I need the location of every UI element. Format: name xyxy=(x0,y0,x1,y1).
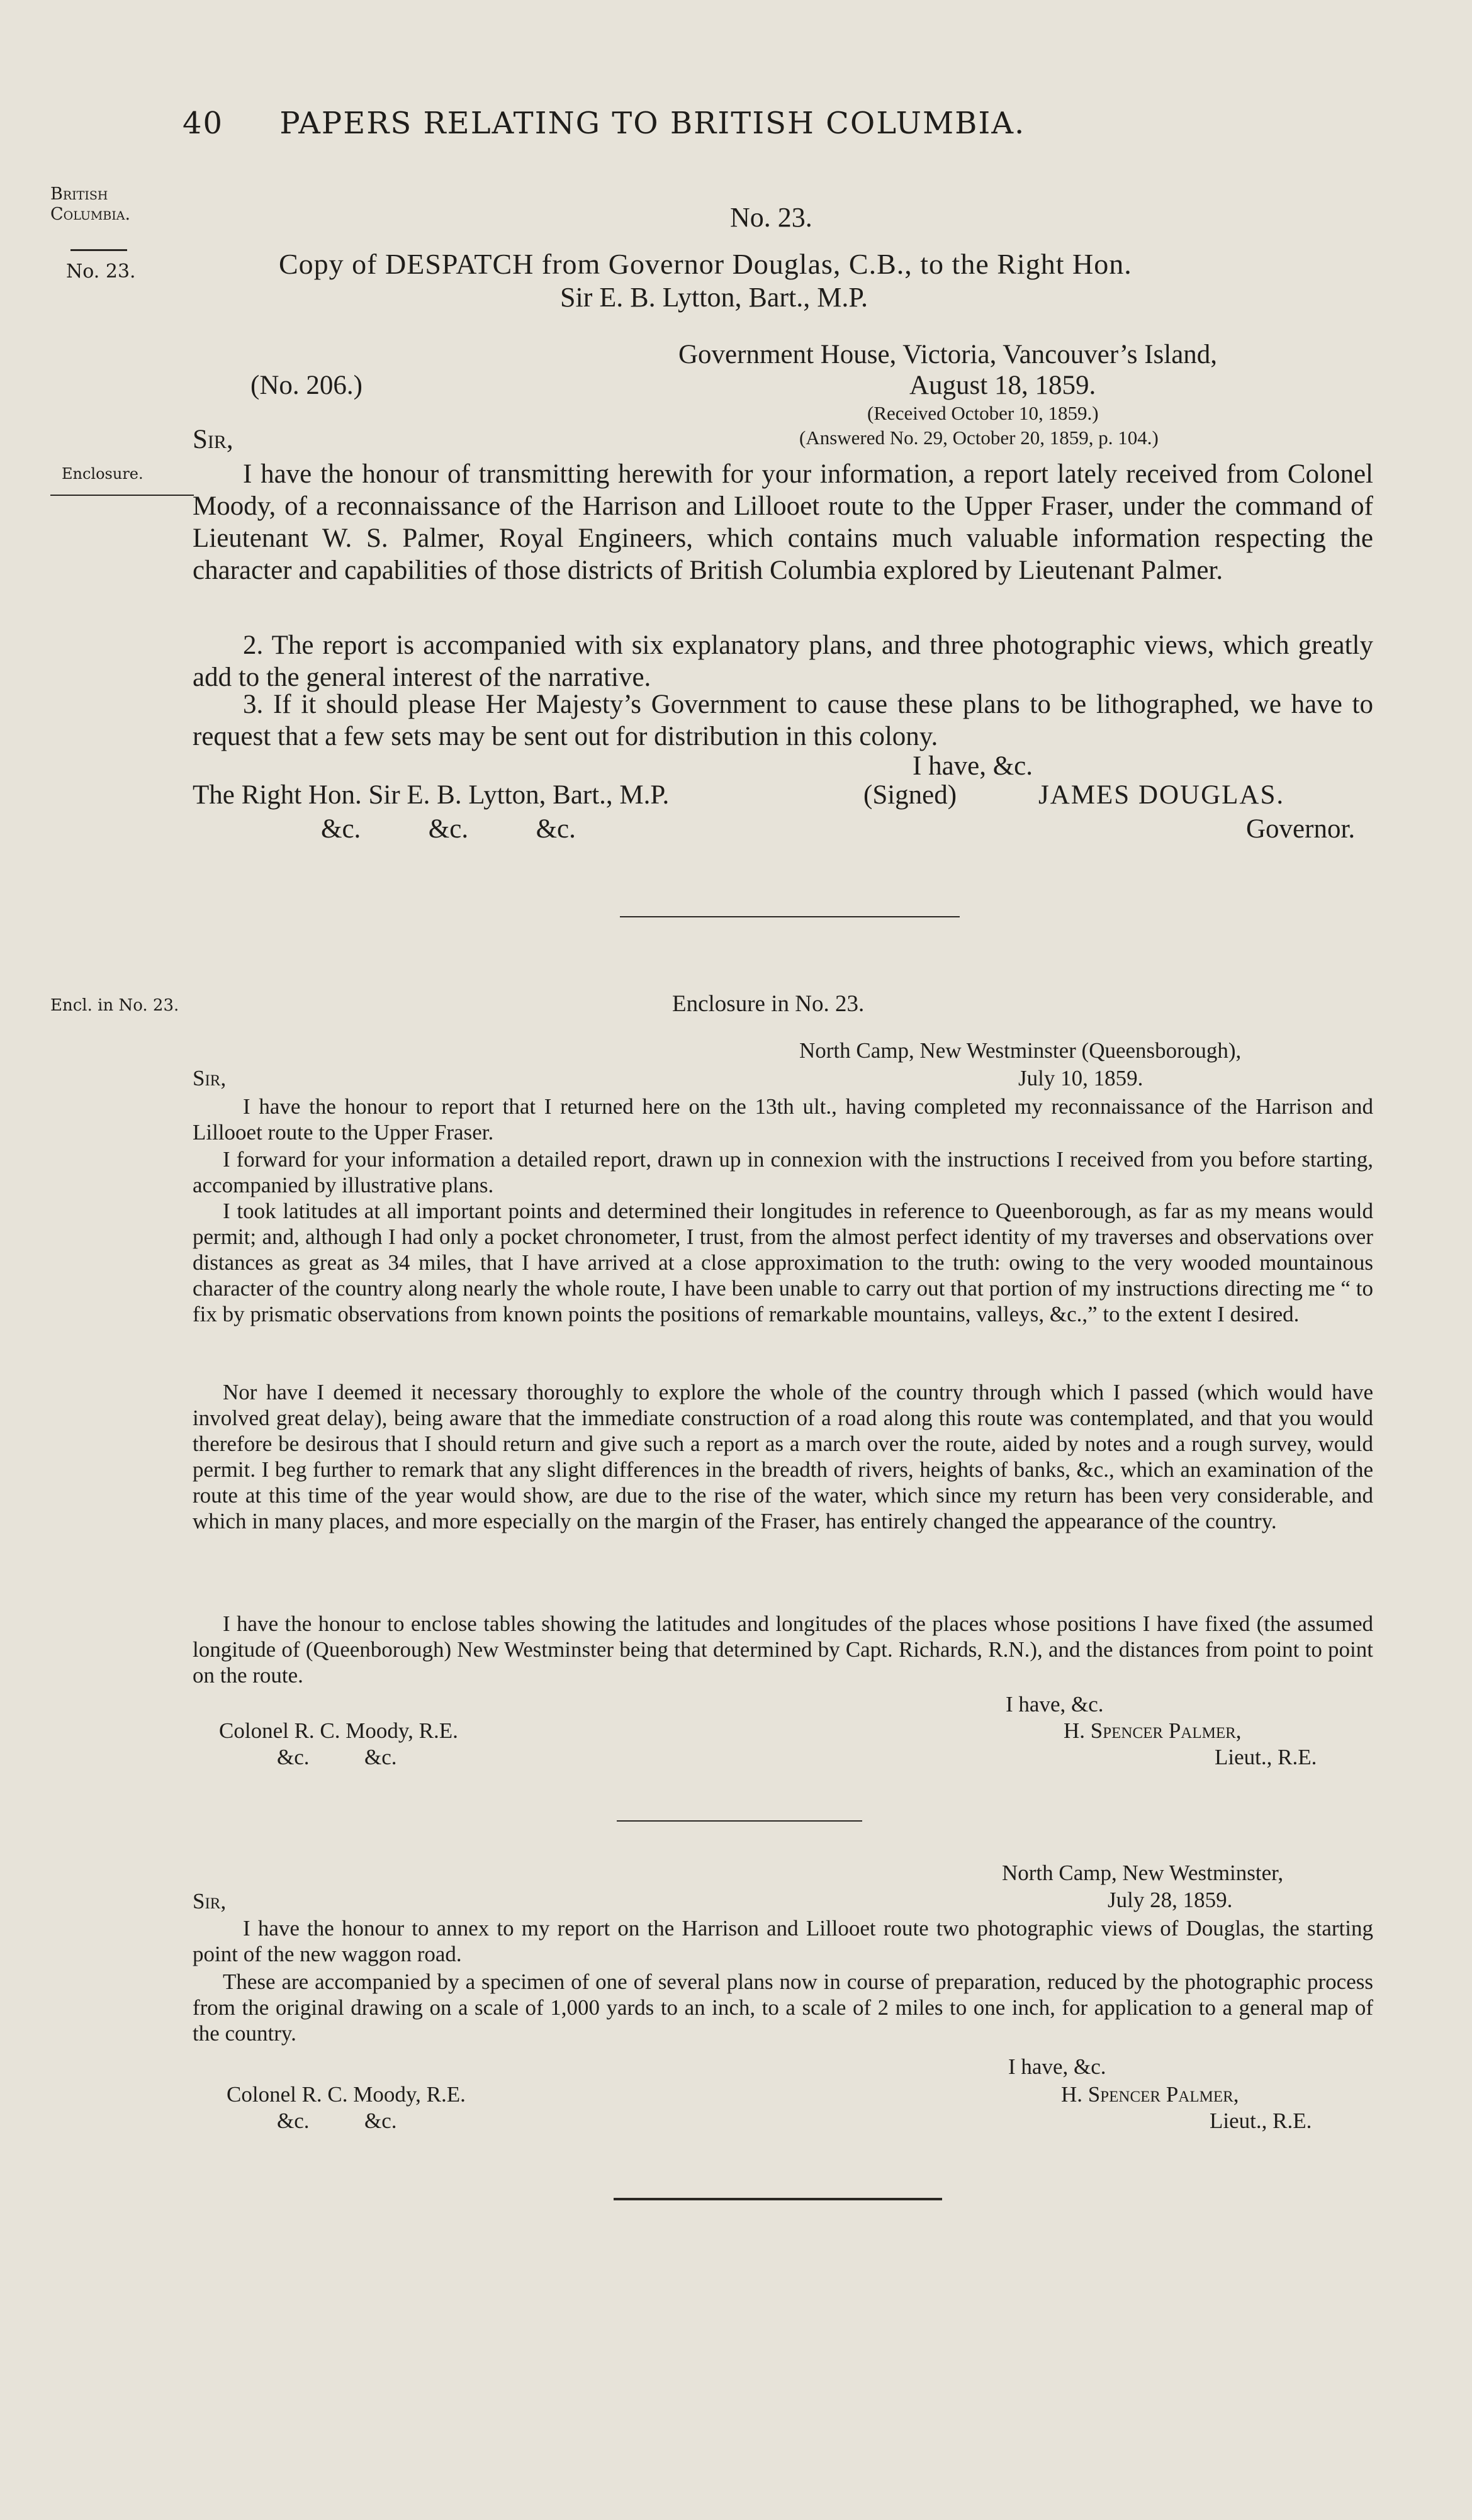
letter2-recipient: Colonel R. C. Moody, R.E. xyxy=(227,2082,466,2107)
despatch-date: August 18, 1859. xyxy=(909,371,1096,400)
letter1-paragraph-5: I have the honour to enclose tables showing the latitudes and longitudes of the places whose positions I have fixed (the assumed longitude of (Queenborough) New Westminster being that determined by Capt. Richards, R.N.), and the distances from point to point on the route. xyxy=(193,1611,1373,1688)
despatch-salutation: Sir, xyxy=(193,425,233,454)
letter1-paragraph-2: I forward for your information a detailed report, drawn up in connexion with the instructions I received from you before starting, accompanied by illustrative plans. xyxy=(193,1147,1373,1197)
despatch-title-line1: Copy of DESPATCH from Governor Douglas, C.B., to the Right Hon. xyxy=(279,248,1132,280)
margin-encl-number: Encl. in No. 23. xyxy=(50,996,179,1015)
despatch-number-heading: No. 23. xyxy=(730,202,812,233)
letter1-signer-title: Lieut., R.E. xyxy=(1215,1745,1317,1769)
despatch-answered: (Answered No. 29, October 20, 1859, p. 104.) xyxy=(799,427,1159,449)
despatch-recipient: The Right Hon. Sir E. B. Lytton, Bart., M.P. xyxy=(193,780,670,810)
letter1-paragraph-4: Nor have I deemed it necessary thoroughly to explore the whole of the country through which I passed (which would have involved great delay), being aware that the immediate construction of a road along this route was contemplated, and that you would therefore be desirous that I should return and give such a report as a march over the route, aided by notes and a rough survey, would permit. I beg further to remark that any slight differences in the breadth of rivers, heights of banks, &c., which an examination of the route at this time of the year would show, are due to the rise of the water, which since my return has been very considerable, and which in many places, and more especially on the margin of the Fraser, has entirely changed the appearance of the country. xyxy=(193,1380,1373,1533)
margin-number: No. 23. xyxy=(66,260,136,283)
letter1-date: July 10, 1859. xyxy=(1018,1066,1143,1090)
letter2-date: July 28, 1859. xyxy=(1108,1888,1233,1912)
despatch-received: (Received October 10, 1859.) xyxy=(867,402,1099,424)
letter1-paragraph-1: I have the honour to report that I returned here on the 13th ult., having completed my reconnaissance of the Harrison and Lillooet route to the Upper Fraser. xyxy=(193,1094,1373,1145)
despatch-title-line2: Sir E. B. Lytton, Bart., M.P. xyxy=(560,282,868,313)
despatch-signer-title: Governor. xyxy=(1246,814,1356,844)
letter1-address: North Camp, New Westminster (Queensborough), xyxy=(799,1038,1242,1063)
letter1-signer: H. Spencer Palmer, xyxy=(1064,1718,1242,1743)
despatch-ref: (No. 206.) xyxy=(250,371,362,400)
running-header xyxy=(183,106,1025,141)
letter1-etc: &c. &c. xyxy=(277,1745,397,1769)
margin-divider xyxy=(70,249,127,251)
despatch-paragraph-2: 2. The report is accompanied with six explanatory plans, and three photographic views, which greatly add to the general interest of the narrative. xyxy=(193,630,1373,692)
section-divider-2 xyxy=(617,1820,862,1822)
margin-enclosure: Enclosure. xyxy=(62,465,143,483)
section-divider-3 xyxy=(614,2198,942,2200)
despatch-paragraph-3: 3. If it should please Her Majesty’s Government to cause these plans to be lithographed, we have to request that a few sets may be sent out for distribution in this colony. xyxy=(193,690,1373,751)
despatch-paragraph-1: I have the honour of transmitting herewith for your information, a report lately received from Colonel Moody, of a reconnaissance of the Harrison and Lillooet route to the Upper Fraser, under the command of Lieutenant W. S. Palmer, Royal Engineers, which contains much valuable information respecting the character and capabilities of those districts of British Columbia explored by Lieutenant Palmer. xyxy=(193,459,1373,585)
letter1-paragraph-3: I took latitudes at all important points and determined their longitudes in reference to Queenborough, as far as my means would permit; and, although I had only a pocket chronometer, I trust, from the almost perfect identity of my traverses and observations over distances as great as 34 miles, that I have arrived at a close approximation to the truth: owing to the very wooded mountainous character of the country along nearly the whole route, I have been unable to carry out that portion of my instructions directing me “ to fix by prismatic observations from known points the positions of remarkable mountains, valleys, &c.,” to the extent I desired. xyxy=(193,1199,1373,1326)
page-title: PAPERS RELATING TO BRITISH COLUMBIA. xyxy=(279,106,1026,141)
margin-colony-line1: British xyxy=(50,184,108,204)
letter2-etc: &c. &c. xyxy=(277,2108,397,2133)
letter2-salutation: Sir, xyxy=(193,1889,227,1913)
despatch-etc: &c. &c. &c. xyxy=(321,814,576,844)
letter1-closing: I have, &c. xyxy=(1006,1692,1104,1716)
letter2-paragraph-1: I have the honour to annex to my report on the Harrison and Lillooet route two photographic views of Douglas, the starting point of the new waggon road. xyxy=(193,1916,1373,1966)
despatch-signer: JAMES DOUGLAS. xyxy=(1038,780,1285,810)
letter1-recipient: Colonel R. C. Moody, R.E. xyxy=(219,1718,458,1743)
margin-colony-line2: Columbia. xyxy=(50,204,131,224)
letter2-closing: I have, &c. xyxy=(1008,2054,1106,2079)
page-number: 40 xyxy=(183,106,224,141)
letter1-salutation: Sir, xyxy=(193,1066,227,1090)
letter2-address: North Camp, New Westminster, xyxy=(1002,1861,1284,1885)
margin-enclosure-underline xyxy=(50,495,194,496)
despatch-signed: (Signed) xyxy=(863,780,957,810)
section-divider-1 xyxy=(620,916,960,917)
despatch-closing: I have, &c. xyxy=(913,751,1033,781)
enclosure-heading: Enclosure in No. 23. xyxy=(672,991,865,1017)
letter2-signer-title: Lieut., R.E. xyxy=(1210,2108,1312,2133)
letter2-paragraph-2: These are accompanied by a specimen of one of several plans now in course of preparation, reduced by the photographic process from the original drawing on a scale of 1,000 yards to an inch, to a scale of 2 miles to one inch, for application to a general map of the country. xyxy=(193,1969,1373,2046)
letter2-signer: H. Spencer Palmer, xyxy=(1061,2082,1239,2107)
despatch-address: Government House, Victoria, Vancouver’s Island, xyxy=(678,340,1218,369)
